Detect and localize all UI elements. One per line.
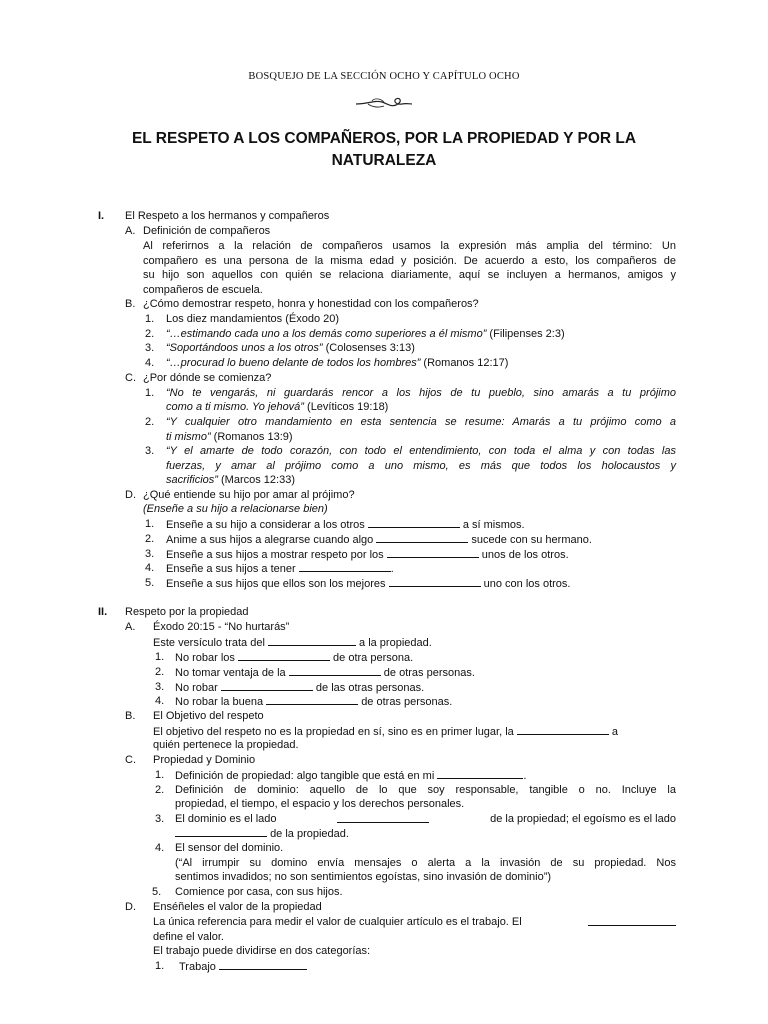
item-text: unos de los otros. — [481, 549, 569, 561]
quote-line: “No te vengarás, ni guardarás rencor a los hijos de tu pueblo, sino amarás a tu prójimo — [166, 387, 676, 399]
answer-blank[interactable] — [175, 826, 267, 837]
subsection-letter: B. — [125, 710, 136, 722]
answer-blank[interactable] — [588, 915, 676, 926]
item-text: Enseñe a sus hijos a mostrar respeto por los — [166, 549, 384, 561]
subsection-note: (Enseñe a su hijo a relacionarse bien) — [143, 503, 328, 515]
list-number: 1. — [145, 313, 155, 325]
item-text: de otras personas. — [383, 667, 475, 679]
quote: “Soportándoos unos a los otros” — [166, 342, 323, 354]
section-heading: El Respeto a los hermanos y compañeros — [125, 210, 330, 222]
paragraph-line: propiedad, el tiempo, el espacio y los derechos personales. — [175, 798, 465, 810]
item-text: . — [390, 563, 394, 575]
item-text: Enseñe a sus hijos a tener — [166, 563, 296, 575]
answer-blank[interactable] — [221, 680, 313, 691]
paragraph-line: Definición de dominio: aquello de lo que soy responsable, tangible o no. Incluye la — [175, 784, 676, 796]
answer-blank[interactable] — [389, 576, 481, 587]
subsection-title: Enséñeles el valor de la propiedad — [153, 901, 322, 913]
paragraph-line: Al referirnos a la relación de compañeros usamos la expresión más amplia del término: Un — [143, 240, 676, 252]
outline-kicker: BOSQUEJO DE LA SECCIÓN OCHO Y CAPÍTULO OCHO — [248, 71, 520, 82]
item-text: No robar la buena — [175, 696, 264, 708]
fill-in-item — [175, 694, 452, 709]
item-text: a — [611, 726, 619, 738]
fill-in-item — [166, 547, 569, 562]
paragraph-line: quién pertenece la propiedad. — [153, 739, 299, 751]
item-text: de otras personas. — [361, 696, 453, 708]
item-text: El objetivo del respeto no es la propiedad en sí, sino es en primer lugar, la — [153, 726, 514, 738]
list-number: 2. — [145, 533, 155, 545]
section-number: I. — [98, 210, 105, 222]
item-text: No robar los — [175, 652, 235, 664]
list-number: 3. — [145, 548, 155, 560]
subsection-title: ¿Qué entiende su hijo por amar al prójimo? — [143, 489, 355, 501]
answer-blank[interactable] — [517, 724, 609, 735]
fill-in-item — [153, 635, 432, 650]
list-number: 1. — [155, 960, 165, 972]
answer-blank[interactable] — [238, 650, 330, 661]
subsection-title: ¿Por dónde se comienza? — [143, 372, 272, 384]
list-number: 1. — [155, 769, 165, 781]
subsection-letter: A. — [125, 225, 136, 237]
reference: (Filipenses 2:3) — [486, 328, 565, 340]
fill-in-item — [179, 959, 307, 974]
paragraph-line: define el valor. — [153, 931, 224, 943]
title-line-1: EL RESPETO A LOS COMPAÑEROS, POR LA PROPIEDAD Y POR LA — [131, 130, 637, 147]
quote-line — [166, 400, 388, 414]
answer-blank[interactable] — [289, 665, 381, 676]
paragraph-line: El trabajo puede dividirse en dos categorías: — [153, 945, 371, 957]
item-text: Este versículo trata del — [153, 637, 265, 649]
item-text: El dominio es el lado — [175, 813, 277, 825]
item-text: . — [523, 770, 527, 782]
quote-line: fuerzas, y amar al prójimo como a uno mismo, es más que todos los holocaustos y — [166, 460, 676, 472]
answer-blank[interactable] — [299, 561, 391, 572]
subsection-letter: B. — [125, 298, 136, 310]
subsection-title: El Objetivo del respeto — [153, 710, 264, 722]
paragraph-line: compañero es una persona de la misma edad y posición. De acuerdo a esto, los compañeros de — [143, 255, 676, 267]
item-text: Enseñe a sus hijos que ellos son los mejores — [166, 578, 386, 590]
fill-in-item — [153, 915, 676, 929]
quote-line: “Y el amarte de todo corazón, con todo el entendimiento, con toda el alma y con todas las — [166, 445, 676, 457]
list-number: 2. — [145, 328, 155, 340]
item-text: Trabajo — [179, 961, 216, 973]
answer-blank[interactable] — [268, 635, 356, 646]
quote-line — [166, 473, 295, 487]
item-text: Definición de propiedad: algo tangible que está en mi — [175, 770, 435, 782]
subsection-title: Definición de compañeros — [143, 225, 271, 237]
item-text: uno con los otros. — [483, 578, 571, 590]
title-line-2: NATURALEZA — [331, 152, 437, 169]
subsection-title: Propiedad y Dominio — [153, 754, 256, 766]
fill-in-item — [175, 650, 413, 665]
answer-blank[interactable] — [376, 532, 468, 543]
reference: (Marcos 12:33) — [217, 474, 295, 486]
item-text: No robar — [175, 682, 218, 694]
answer-blank[interactable] — [219, 959, 307, 970]
list-number: 2. — [145, 416, 155, 428]
list-number: 2. — [155, 784, 165, 796]
paragraph-line: sentimos invadidos; no son sentimientos egoístas, sino invasión de dominio”) — [175, 871, 552, 883]
reference: (Colosenses 3:13) — [322, 342, 415, 354]
paragraph-line: su hijo son aquellos con quién se relaciona diariamente, aquí se incluyen a hermanos, amigos y — [143, 269, 676, 281]
list-number: 4. — [155, 842, 165, 854]
fill-in-item — [166, 561, 394, 576]
reference: (Romanos 12:17) — [420, 357, 509, 369]
item-text: de la propiedad; el egoísmo es el lado — [490, 813, 676, 825]
list-number: 2. — [155, 666, 165, 678]
section-heading: Respeto por la propiedad — [125, 606, 249, 618]
subsection-title: Éxodo 20:15 - “No hurtarás” — [153, 621, 290, 633]
answer-blank[interactable] — [387, 547, 479, 558]
quote: ti mismo” — [166, 431, 211, 443]
quote-line — [166, 430, 293, 444]
subsection-letter: D. — [125, 901, 136, 913]
item-text: La única referencia para medir el valor de cualquier artículo es el trabajo. El — [153, 916, 522, 928]
fill-in-item — [166, 532, 592, 547]
item-text: sucede con su hermano. — [471, 534, 592, 546]
answer-blank[interactable] — [368, 517, 460, 528]
list-number: 1. — [145, 387, 155, 399]
paragraph-line: El sensor del dominio. — [175, 842, 284, 854]
quote: “…estimando cada uno a los demás como superiores a él mismo” — [166, 328, 487, 340]
reference: (Levíticos 19:18) — [303, 401, 389, 413]
paragraph-line: compañeros de escuela. — [143, 284, 263, 296]
answer-blank[interactable] — [266, 694, 358, 705]
subsection-letter: D. — [125, 489, 136, 501]
item-text: No tomar ventaja de la — [175, 667, 286, 679]
fill-in-item — [166, 576, 570, 591]
fill-in-item — [175, 680, 424, 695]
subsection-title: ¿Cómo demostrar respeto, honra y honestidad con los compañeros? — [143, 298, 479, 310]
list-number: 4. — [155, 695, 165, 707]
quote-line: “Y cualquier otro mandamiento en esta sentencia se resume: Amarás a tu prójimo como a — [166, 416, 676, 428]
fill-in-item — [175, 826, 349, 841]
item-text: Anime a sus hijos a alegrarse cuando algo — [166, 534, 374, 546]
paragraph-line: (“Al irrumpir su domino envía mensajes o alerta a la invasión de su propiedad. Nos — [175, 857, 676, 869]
item-text: de la propiedad. — [270, 828, 349, 840]
list-number: 4. — [145, 357, 155, 369]
list-item — [166, 341, 415, 355]
page-title — [90, 128, 678, 172]
list-number: 3. — [145, 342, 155, 354]
list-number: 5. — [152, 886, 162, 898]
item-text: a sí mismos. — [462, 519, 525, 531]
list-number: 4. — [145, 562, 155, 574]
list-number: 3. — [155, 813, 165, 825]
fill-in-item — [166, 517, 525, 532]
list-number: 3. — [145, 445, 155, 457]
item-text: de las otras personas. — [315, 682, 425, 694]
quote: como a ti mismo. Yo jehová” — [166, 401, 304, 413]
list-item — [166, 327, 565, 341]
quote: “…procurad lo bueno delante de todos los hombres” — [166, 357, 421, 369]
list-number: 1. — [145, 518, 155, 530]
list-item: Los diez mandamientos (Éxodo 20) — [166, 313, 340, 325]
quote: sacrificios” — [166, 474, 218, 486]
answer-blank[interactable] — [437, 768, 523, 779]
paragraph-line: Comience por casa, con sus hijos. — [175, 886, 343, 898]
fill-in-item — [175, 665, 475, 680]
fill-in-item — [175, 812, 676, 826]
item-text: de otra persona. — [333, 652, 414, 664]
item-text: a la propiedad. — [359, 637, 432, 649]
subsection-letter: C. — [125, 754, 136, 766]
subsection-letter: A. — [125, 621, 136, 633]
fill-in-item — [153, 724, 618, 739]
list-number: 3. — [155, 681, 165, 693]
subsection-letter: C. — [125, 372, 136, 384]
section-number: II. — [98, 606, 108, 618]
reference: (Romanos 13:9) — [210, 431, 293, 443]
answer-blank[interactable] — [337, 812, 429, 823]
fill-in-item — [175, 768, 526, 783]
item-text: Enseñe a su hijo a considerar a los otros — [166, 519, 365, 531]
list-number: 1. — [155, 651, 165, 663]
list-number: 5. — [145, 577, 155, 589]
list-item — [166, 356, 508, 370]
flourish-ornament-icon — [354, 94, 414, 114]
